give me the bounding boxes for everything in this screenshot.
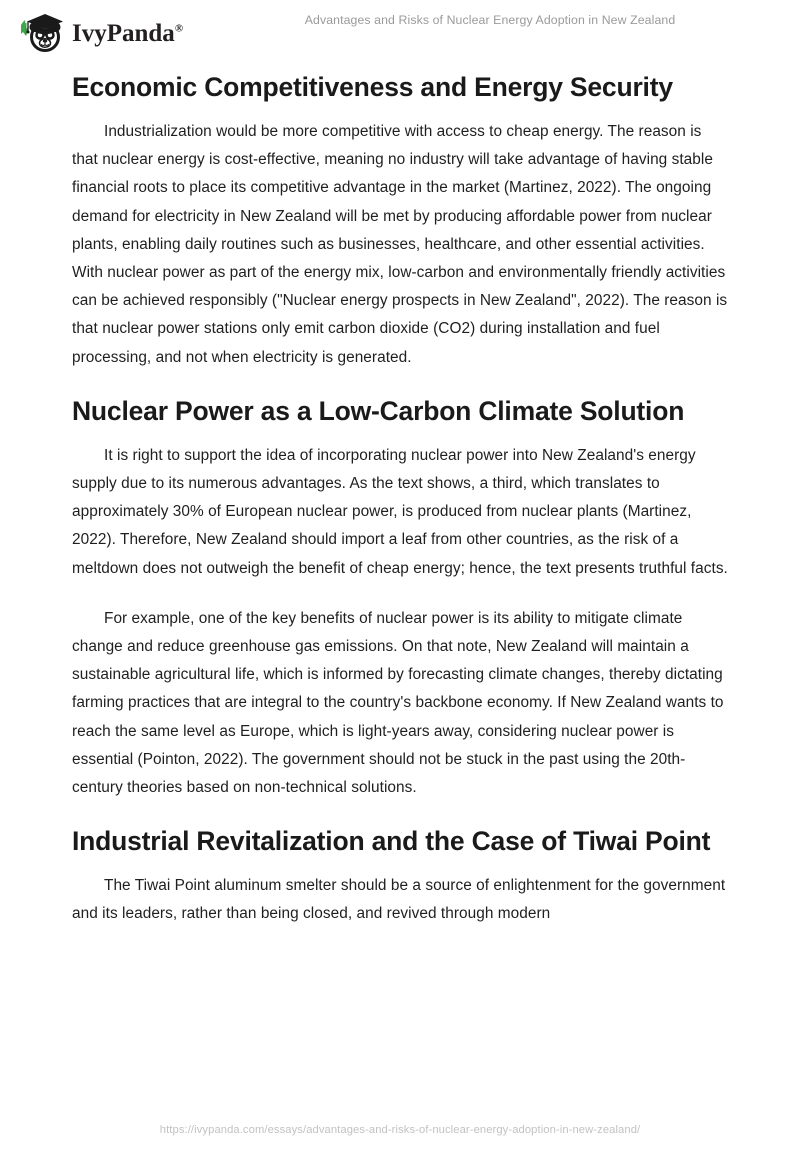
section-heading-industrial-revitalization-tiwai-point: Industrial Revitalization and the Case of Tiwai Point [72, 826, 711, 857]
source-url[interactable]: https://ivypanda.com/essays/advantages-and-risks-of-nuclear-energy-adoption-in-new-zealand/ [159, 1124, 641, 1136]
page-footer [0, 1120, 800, 1138]
paragraph: For example, one of the key benefits of nuclear power is its ability to mitigate climate change and reduce greenhouse gas emissions. On that note, New Zealand will maintain a sustainable agricultural life, which is informed by forecasting climate changes, thereby dictating farming practices that are integral to the country's backbone economy. If New Zealand wants to reach the same level as Europe, which is light-years away, considering nuclear power is essential (Pointon, 2022). The government should not be stuck in the past using the 20th-century theories based on non-technical solutions. [72, 609, 724, 797]
spacer [72, 802, 728, 822]
section-heading-economic-competitiveness: Economic Competitiveness and Energy Security [72, 72, 673, 102]
article-content [72, 68, 728, 929]
page-header [0, 0, 800, 56]
paragraph: Industrialization would be more competitive with access to cheap energy. The reason is that nuclear energy is cost-effective, meaning no industry will take advantage of having stable financial roots to place its competitive advantage in the market (Martinez, 2022). The ongoing demand for electricity in New Zealand will be met by producing affordable power from nuclear plants, enabling daily routines such as businesses, healthcare, and other essential activities. With nuclear power as part of the energy mix, low-carbon and environmentally friendly activities can be achieved responsibly ("Nuclear energy prospects in New Zealand", 2022). The reason is that nuclear power stations only emit carbon dioxide (CO2) during installation and fuel processing, and not when electricity is generated. [72, 123, 728, 366]
registered-mark: ® [174, 22, 184, 35]
document-title-header: Advantages and Risks of Nuclear Energy Adoption in New Zealand [304, 13, 676, 27]
paragraph: It is right to support the idea of incorporating nuclear power into New Zealand's energy supply due to its numerous advantages. As the text shows, a third, which translates to approximately 30% of European nuclear power, is produced from nuclear plants (Martinez, 2022). Therefore, New Zealand should import a leaf from other countries, as the risk of a meltdown does not outweigh the benefit of cheap energy; hence, the text presents truthful facts. [72, 446, 728, 577]
spacer [72, 372, 728, 392]
section-heading-low-carbon-climate-solution: Nuclear Power as a Low-Carbon Climate Solution [72, 395, 685, 426]
brand-name: IvyPanda® [72, 19, 184, 47]
spacer [72, 583, 728, 605]
paragraph: The Tiwai Point aluminum smelter should be a source of enlightenment for the government and its leaders, rather than being closed, and revived through modern [72, 877, 726, 923]
